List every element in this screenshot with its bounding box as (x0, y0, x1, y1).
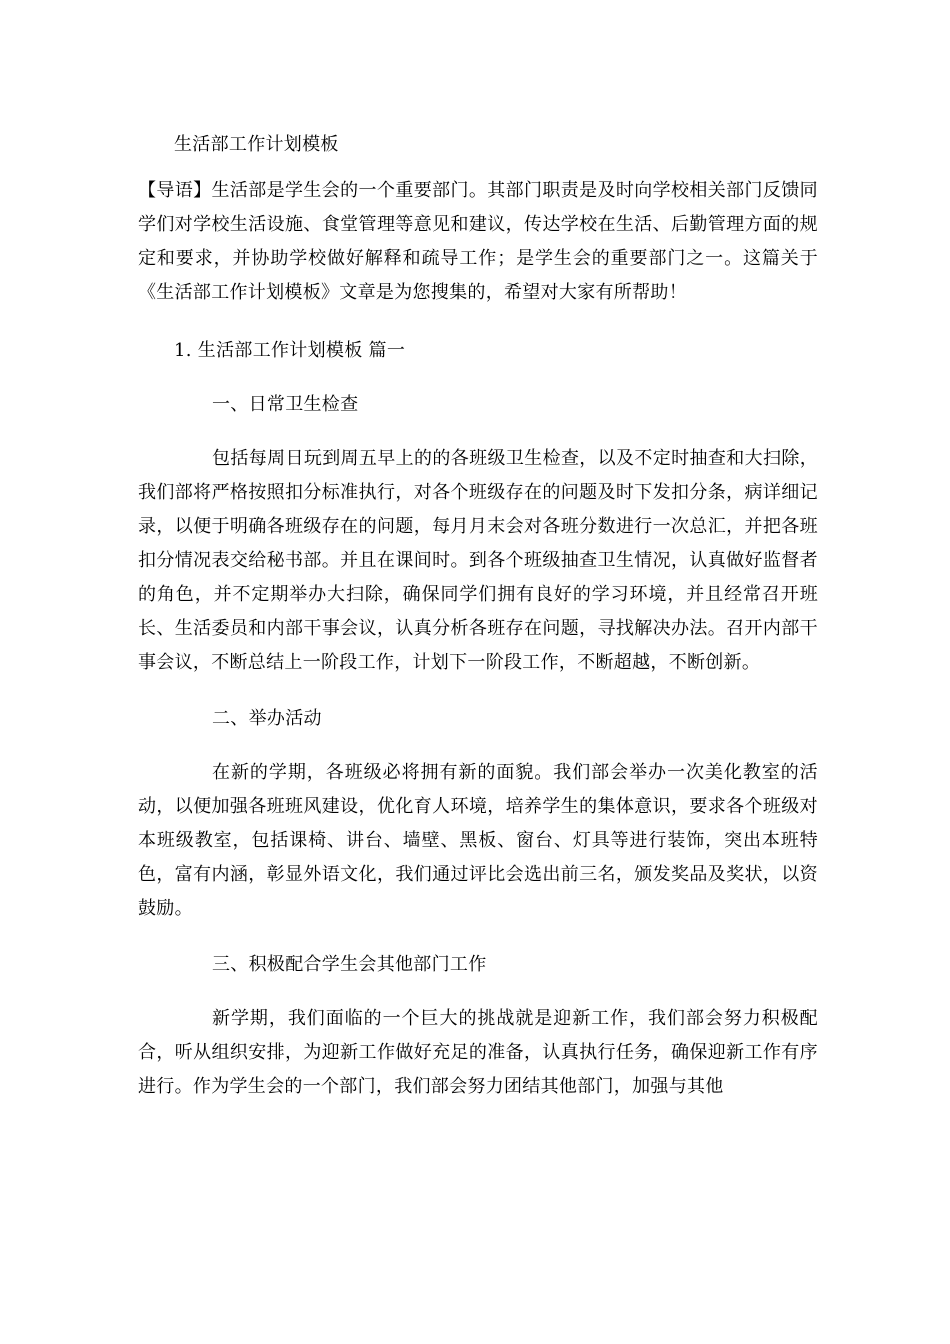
subsection-body-3: 新学期，我们面临的一个巨大的挑战就是迎新工作，我们部会努力积极配合，听从组织安排，为迎新工作做好充足的准备，认真执行任务，确保迎新工作有序进行。作为学生会的一个部门，我们部会努力团结其他部门，加强与其他 (138, 1008, 818, 1097)
document-title: 生活部工作计划模板 (174, 134, 339, 155)
subsection-heading-1: 一、日常卫生检查 (212, 394, 359, 415)
subsection-heading-3: 三、积极配合学生会其他部门工作 (212, 954, 487, 975)
subsection-heading-2: 二、举办活动 (212, 708, 322, 729)
section-heading: 1. 生活部工作计划模板 篇一 (174, 340, 406, 361)
document-body (138, 128, 818, 1104)
subsection-body-1: 包括每周日玩到周五早上的的各班级卫生检查，以及不定时抽查和大扫除，我们部将严格按照扣分标准执行，对各个班级存在的问题及时下发扣分条，病详细记录，以便于明确各班级存在的问题，每月月末会对各班分数进行一次总汇，并把各班扣分情况表交给秘书部。并且在课间时。到各个班级抽查卫生情况，认真做好监督者的角色，并不定期举办大扫除，确保同学们拥有良好的学习环境，并且经常召开班长、生活委员和内部干事会议，认真分析各班存在问题，寻找解决办法。召开内部干事会议，不断总结上一阶段工作，计划下一阶段工作，不断超越，不断创新。 (138, 448, 818, 673)
subsection-body-2: 在新的学期，各班级必将拥有新的面貌。我们部会举办一次美化教室的活动，以便加强各班班风建设，优化育人环境，培养学生的集体意识，要求各个班级对本班级教室，包括课椅、讲台、墙壁、黑板、窗台、灯具等进行装饰，突出本班特色，富有内涵，彰显外语文化，我们通过评比会选出前三名，颁发奖品及奖状，以资鼓励。 (138, 762, 818, 919)
intro-paragraph: 【导语】生活部是学生会的一个重要部门。其部门职责是及时向学校相关部门反馈同学们对学校生活设施、食堂管理等意见和建议，传达学校在生活、后勤管理方面的规定和要求，并协助学校做好解释和疏导工作；是学生会的重要部门之一。这篇关于《生活部工作计划模板》文章是为您搜集的，希望对大家有所帮助！ (138, 180, 818, 303)
